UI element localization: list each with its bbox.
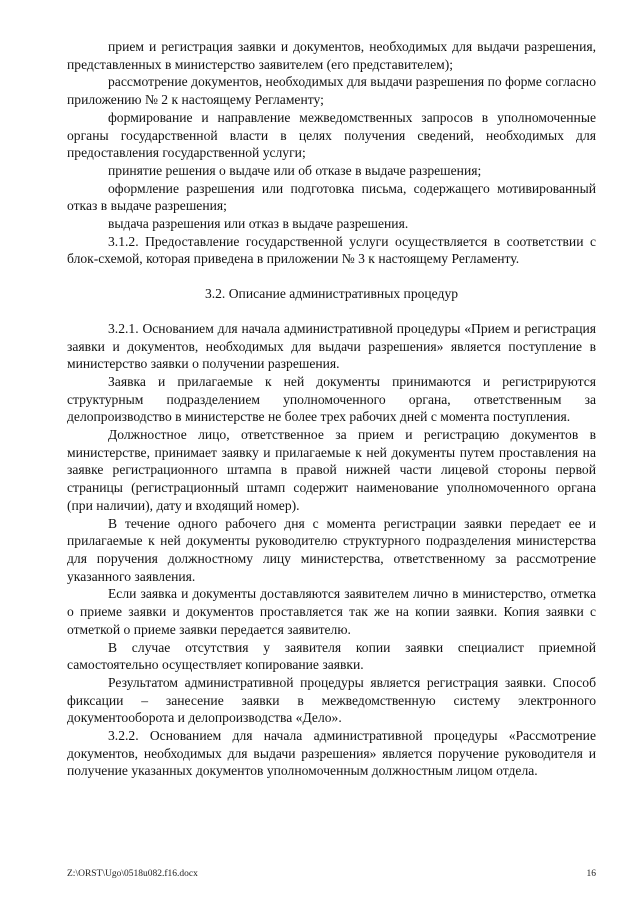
paragraph-3-1-2: 3.1.2. Предоставление государственной услуги осуществляется в соответствии с блок-схемой, которая приведена в приложении № 3 к настоящему Регламенту. xyxy=(67,233,596,267)
page-number: 16 xyxy=(586,869,596,879)
list-item-prepare-permit: оформление разрешения или подготовка письма, содержащего мотивированный отказ в выдаче разрешения; xyxy=(67,180,596,214)
document-body xyxy=(67,38,596,780)
list-item-review-documents: рассмотрение документов, необходимых для выдачи разрешения по форме согласно приложению № 2 к настоящему Регламенту; xyxy=(67,74,596,108)
section-heading: 3.2. Описание административных процедур xyxy=(204,286,459,302)
paragraph-procedure-result: Результатом административной процедуры является регистрация заявки. Способ фиксации – занесение заявки в межведомственную систему электронного документооборота и делопроизводства «Дело». xyxy=(67,674,596,726)
footer-file-path: Z:\ORST\Ugo\0518u082.f16.docx xyxy=(67,869,198,879)
paragraph-transfer-to-head: В течение одного рабочего дня с момента регистрации заявки передает ее и прилагаемые к ней документы руководителю структурного подразделения министерства для поручения должностному лицу министерства, ответственному за рассмотрение указанного заявления. xyxy=(67,515,596,584)
list-item-decision: принятие решения о выдаче или об отказе в выдаче разрешения; xyxy=(108,162,482,178)
paragraph-copy-absence: В случае отсутствия у заявителя копии заявки специалист приемной самостоятельно осуществляет копирование заявки. xyxy=(67,639,596,673)
list-item-issue-permit: выдача разрешения или отказ в выдаче разрешения. xyxy=(108,216,409,232)
paragraph-registration-deadline: Заявка и прилагаемые к ней документы принимаются и регистрируются структурным подразделением уполномоченного органа, ответственным за делопроизводство в министерстве не более трех рабочих дней с момента поступления. xyxy=(67,373,596,425)
list-item-receive-register: прием и регистрация заявки и документов, необходимых для выдачи разрешения, представленных в министерство заявителем (его представителем); xyxy=(67,39,596,72)
list-item-interagency-requests: формирование и направление межведомственных запросов в уполномоченные органы государственной власти в целях получения сведений, необходимых для предоставления государственной услуги; xyxy=(67,109,596,161)
paragraph-3-2-2: 3.2.2. Основанием для начала административной процедуры «Рассмотрение документов, необходимых для выдачи разрешения» является поручение руководителя и получение указанных документов уполномоченным должностным лицом отдела. xyxy=(67,728,596,779)
paragraph-responsible-official: Должностное лицо, ответственное за прием и регистрацию документов в министерстве, принимает заявку и прилагаемые к ней документы путем проставления на заявке регистрационного штампа в правой нижней части лицевой стороны первой страницы (регистрационный штамп содержит наименование уполномоченного органа (при наличии), дату и входящий номер). xyxy=(67,427,596,513)
paragraph-3-2-1: 3.2.1. Основанием для начала административной процедуры «Прием и регистрация заявки и документов, необходимых для выдачи разрешения» является поступление в министерство заявки о получении разрешения. xyxy=(67,320,596,372)
paragraph-personal-delivery: Если заявка и документы доставляются заявителем лично в министерство, отметка о приеме заявки и документов проставляется так же на копии заявки. Копия заявки с отметкой о приеме заявки передается заявителю. xyxy=(67,586,596,637)
